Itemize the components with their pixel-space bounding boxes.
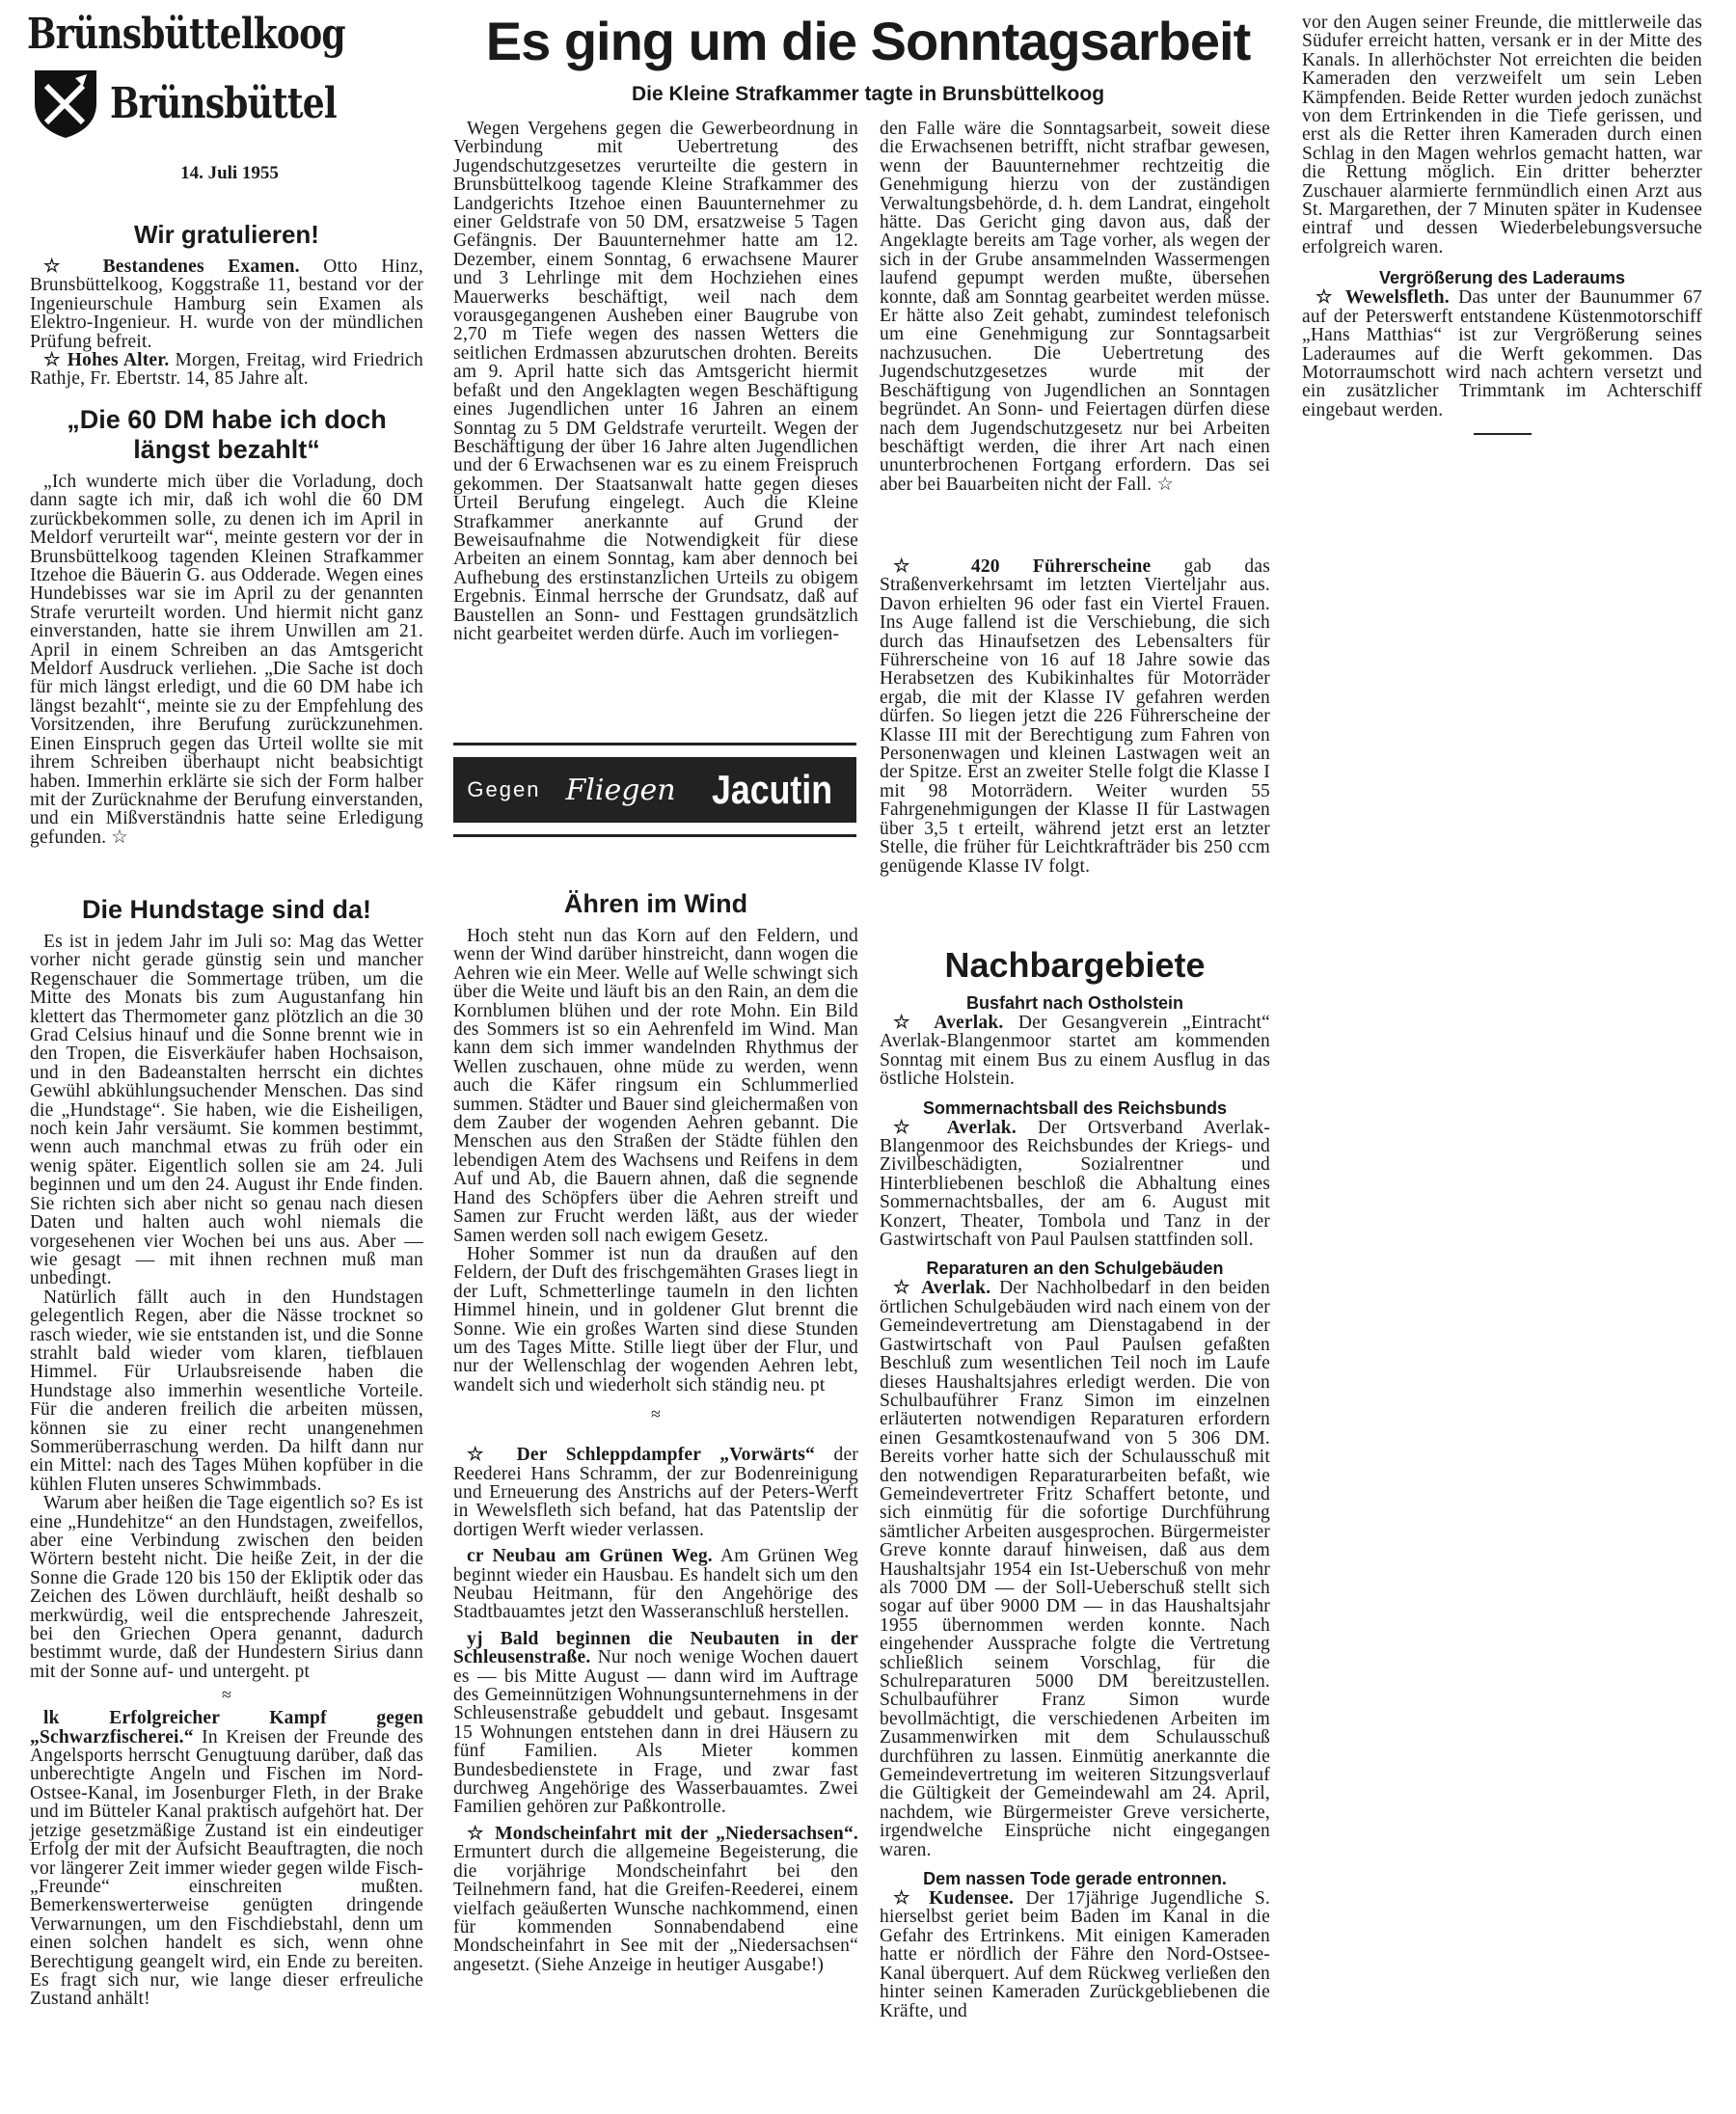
item-heading: Busfahrt nach Ostholstein <box>965 993 1184 1013</box>
section-title: Nachbargebiete <box>944 945 1206 985</box>
text: Ermuntert durch die allgemeine Begeisterung, die die vorjährige Mondscheinfahrt bei den Teilnehmern fand, hat die Greifen-Reederei, einem vielfach geäußerten Wunsche nachkommend, einen für kommenden Sonnabendabend eine Mondscheinfahrt in See mit der „Niedersachsen“ angesetzt. (Siehe Anzeige in heutiger Ausgabe!) <box>453 1842 858 1975</box>
news-item <box>453 1446 858 1539</box>
paragraph <box>880 1889 1270 2020</box>
separator: ≈ <box>222 1685 231 1705</box>
text: Der 17jährige Jugendliche S. hierselbst geriet beim Baden im Kanal in die Gefahr des Ertrinkens. Mit einigen Kameraden hatte er nördlich der Fähre den Nord-Ostsee-Kanal überquert. Auf dem Rückweg verließen den hinter seinen Kameraden Zurückgebliebenen die Kräfte, und <box>880 1888 1270 2021</box>
text: Otto Hinz, Brunsbüttelkoog, Koggstraße 11, bestand vor der Ingenieurschule Hamburg sein Examen als Elektro-Ingenieur. H. wurde von der mündlichen Prüfung befreit. <box>30 257 423 352</box>
paragraph <box>880 1119 1270 1250</box>
headline-title: Es ging um die Sonntagsarbeit <box>485 11 1251 71</box>
lead: ☆ Wewelsfleth. <box>1316 287 1450 309</box>
paragraph <box>880 1014 1270 1089</box>
lead: ☆ Averlak. <box>893 1278 991 1299</box>
lead: yj Bald beginnen die Neubauten in der Schleusenstraße. <box>453 1628 858 1668</box>
paragraph <box>1302 288 1702 420</box>
article-aehren <box>453 889 858 1974</box>
paragraph: Warum aber heißen die Tage eigentlich so? Es ist eine „Hundehitze“ an den Hundstagen, zweifellos, aber eine Verbindung zwischen den beiden Wörtern besteht nicht. Die heiße Zeit, in der die Sonne die Grade 120 bis 150 der Ekliptik oder das Zeichen des Löwen durchläuft, heißt deshalb so merkwürdig, weil die entsprechende Jahreszeit, bei den Griechen Opera genannt, dadurch bestimmt wurde, daß der Hundestern Sirius dann mit der Sonne auf- und untergeht. pt <box>30 1493 423 1682</box>
item-heading: Dem nassen Tode gerade entronnen. <box>923 1869 1227 1889</box>
lead: ☆ Averlak. <box>893 1117 1017 1138</box>
lead: ☆ Bestandenes Examen. <box>43 257 300 277</box>
lead: ☆ Hohes Alter. <box>43 350 170 371</box>
section-nachbargebiete <box>880 945 1270 2020</box>
text: In Kreisen der Freunde des Angelsports herrscht Genugtuung darüber, daß das unberechtigte Angeln und Fischen im Nord-Ostsee-Kanal, im Josenburger Fleth, in der Brake und im Bütteler Kanal praktisch aufgehört hat. Der jetzige gesetzmäßige Zustand ist ein eindeutiger Erfolg der mit der Aufsicht Beauftragten, die noch vor längerer Zeit immer wieder gegen wilde Fisch-„Freunde“ einschreiten mußten. Bemerkenswerterweise genügten dringende Verwarnungen, um den Fischdiebstahl, denn um einen solchen handelt es sich, wenn ohne Berechtigung geangelt wird, ein Ende zu bereiten. Es fragt sich nur, wie lange dieser erfreuliche Zustand anhält! <box>30 1726 423 2010</box>
article-title: „Die 60 DM habe ich doch längst bezahlt“ <box>67 405 387 464</box>
article-fuehrerscheine <box>880 557 1270 876</box>
lead: ☆ Mondscheinfahrt mit der „Niedersachsen“. <box>467 1823 858 1844</box>
paragraph <box>30 351 423 389</box>
article-hundstage <box>30 895 423 2009</box>
headline-block <box>446 10 1290 106</box>
separator: ≈ <box>651 1404 661 1424</box>
news-item <box>453 1547 858 1622</box>
article-title: Wir gratulieren! <box>134 220 319 249</box>
ad-brand: Jacutin <box>711 767 832 812</box>
divider <box>453 743 856 745</box>
paragraph: vor den Augen seiner Freunde, die mittlerweile das Südufer erreicht hatten, versank er in der Mitte des Kanals. In allerhöchster Not erreichten die beiden Kameraden den verzweifelt um sein Leben Kämpfenden. Beide Retter wurden jedoch zunächst von dem Ertrinkenden in die Tiefe gerissen, und erst als die Retter ihren Kameraden durch einen Schlag in den Magen wehrlos gemacht hatten, war die Rettung möglich. Ein dritter beherzter Zuschauer alarmierte fernmündlich einen Arzt aus St. Margarethen, der 7 Minuten später in Kudensee eintraf und dessen Wiederbelebungsversuche erfolgreich waren. <box>1302 13 1702 257</box>
lead: ☆ Der Schleppdampfer „Vorwärts“ <box>467 1445 816 1466</box>
lead: lk Erfolgreicher Kampf gegen „Schwarzfischerei.“ <box>30 1708 423 1748</box>
article-gratulieren <box>30 220 423 389</box>
paragraph: Natürlich fällt auch in den Hundstagen gelegentlich Regen, aber die Nässe trocknet so rasch wieder, wie sie entstanden ist, und die Sonne strahlt bald wieder vom klaren, tiefblauen Himmel. Für Urlaubsreisende haben die Hundstage also immerhin wesentliche Vorteile. Für die anderen freilich die arbeiten müssen, können sie zu einer recht unangenehmen Sommerüberraschung werden. Da hilft dann nur ein Mittel: nach des Tages Mühen kopfüber in die kühlen Fluten unseres Schwimmbads. <box>30 1287 423 1495</box>
divider <box>453 834 856 837</box>
lead: cr Neubau am Grünen Weg. <box>467 1546 713 1567</box>
paragraph: Wegen Vergehens gegen die Gewerbeordnung in Verbindung mit Uebertretung des Jugendschutzgesetzes verurteilte die gestern in Brunsbüttelkoog tagende Kleine Strafkammer des Landgerichts Itzehoe einen Bauunternehmer zu einer Geldstrafe von 50 DM, ersatzweise 5 Tagen Gefängnis. Der Bauunternehmer hatte am 12. Dezember, einem Sonntag, 6 erwachsene Maurer und 3 Lehrlinge mit dem Hochziehen eines Mauerwerks beschäftigt, weil nach dem vorausgegangenen Ausheben einer Baugrube von 2,70 m Tiefe wegen des nassen Wetters die seitlichen Erdmassen abzurutschen drohten. Bereits am 9. April hatte sich das Amtsgericht hiermit befaßt und den Angeklagten wegen Beschäftigung eines Jugendlichen unter 16 Jahren an einem Sonntag zu 5 DM Geldstrafe verurteilt. Wegen der Beschäftigung der über 16 Jahre alten Jugendlichen und der 6 Erwachsenen war es zu einem Freispruch gekommen. Der Staatsanwalt hatte gegen dieses Urteil Berufung eingelegt. Auch die Kleine Strafkammer anerkannte auf Grund der Beweisaufnahme die Notwendigkeit für diese Arbeiten an einem Sonntag, kam aber dennoch bei Aufhebung des erstinstanzlichen Urteils zu obigem Ergebnis. Einmal herrsche der Grundsatz, daß auf Baustellen an Sonn- und Festtagen grundsätzlich nicht gearbeitet werden dürfe. Auch im vorliegen- <box>453 119 858 644</box>
advertisement-jacutin <box>453 743 856 837</box>
text: Der Nachholbedarf in den beiden örtlichen Schulgebäuden wird nach einem von der Gemeindevertretung am Dienstagabend in der Gastwirtschaft von Paul Paulsen gefaßten Beschluß zum wesentlichen Teil noch im Laufe dieses Haushaltsjahres erledigt werden. Die von Schulbauführer Franz Simon im einzelnen erläuterten notwendigen Reparaturen erfordern einen Gesamtkostenaufwand von 5 306 DM. Bereits vorher hatte sich der Schulausschuß mit den notwendigen Reparaturarbeiten befaßt, wie Gemeindevertreter Fritz Schaffert betonte, und sich einmütig für die sofortige Durchführung sämtlicher Arbeiten ausgesprochen. Bürgermeister Greve konnte darauf hinweisen, daß aus dem Haushaltsjahr 1954 ein Ist-Ueberschuß von mehr als 7000 DM — der Soll-Ueberschuß stellt sich sogar auf über 9000 DM — in das Haushaltsjahr 1955 übernommen werden konnte. Nach eingehender Aussprache folgte die Vertretung schließlich seinem Vorschlag, für die Schulreparaturen 5000 DM bereitzustellen. Schulbauführer Franz Simon wurde bevollmächtigt, die verschiedenen Arbeiten im Zusammenwirken mit dem Schulausschuß durchführen zu lassen. Einmütig anerkannte die Gemeindevertretung im weiteren Sitzungsverlauf die Gültigkeit der Gemeindewahl am 24. April, nachdem, wie Bürgermeister Greve versicherte, irgendwelche Einsprüche nicht eingegangen waren. <box>880 1278 1270 1860</box>
article-title: Die Hundstage sind da! <box>81 895 372 924</box>
paragraph <box>30 257 423 351</box>
lead: ☆ Kudensee. <box>893 1888 1015 1910</box>
ad-banner <box>453 757 856 823</box>
headline-subtitle: Die Kleine Strafkammer tagte in Brunsbüttelkoog <box>631 83 1105 105</box>
paragraph <box>880 557 1270 876</box>
masthead-line1: Brünsbüttelkoog <box>27 10 345 59</box>
item-heading: Reparaturen an den Schulgebäuden <box>926 1259 1224 1279</box>
item-heading: Vergrößerung des Laderaums <box>1378 268 1626 288</box>
text: Am Grünen Weg beginnt wieder ein Hausbau. Es handelt sich um den Neubau Heitmann, für den Angehörige des Stadtbauamtes jetzt den Wasseranschluß herstellen. <box>453 1546 858 1623</box>
coat-of-arms-icon <box>27 65 104 142</box>
lead: ☆ Averlak. <box>893 1013 1004 1033</box>
text: Der Ortsverband Averlak-Blangenmoor des Reichsbundes der Kriegs- und Zivilbeschädigten, Sozialrentner und Hinterbliebenen beschloß die Abhaltung eines Sommernachtsballes, der am 6. August mit Konzert, Theater, Tombola und Tanz in der Gastwirtschaft von Paul Paulsen stattfinden soll. <box>880 1117 1270 1251</box>
masthead-line2: Brünsbüttel <box>110 78 337 128</box>
paragraph: Hoch steht nun das Korn auf den Feldern, und wenn der Wind darüber hinstreicht, dann wogen die Aehren wie ein Meer. Welle auf Welle schwingt sich über die Weite und läuft bis an den Rain, an dem die Kornblumen blühen und der rote Mohn. Ein Bild des Sommers ist so ein Aehrenfeld im Wind. Man kann dem sich immer wandelnden Rhythmus der Wellen zuschauen, ohne müde zu werden, wenn auch die Käfer ringsum ein Schlummerlied summen. Städter und Bauer sind gleichermaßen von dem Zauber der wogenden Aehren gebannt. Die Menschen aus den Straßen der Städte fühlen den lebendigen Atem des Wachsens und Reifens in dem Auf und Ab, die Bauern ahnen, daß die segnende Hand des Schöpfers über die Aehren streift und Samen zur Frucht werden läßt, aus der wieder Samen werden soll nach ewigem Gesetz. <box>453 926 858 1246</box>
issue-date: 14. Juli 1955 <box>180 163 279 183</box>
text: der Reederei Hans Schramm, der zur Bodenreinigung und Erneuerung des Anstrichs auf der Peters-Werft in Wewelsfleth sich befand, hat das Patentslip der dortigen Werft wieder verlassen. <box>453 1445 859 1540</box>
article-sonntagsarbeit-part1 <box>453 120 858 643</box>
paragraph <box>880 1279 1270 1859</box>
ad-word1: Gegen <box>467 777 541 801</box>
paragraph <box>30 1709 423 2009</box>
news-item <box>453 1630 858 1817</box>
lead: ☆ 420 Führerscheine <box>893 556 1152 577</box>
paragraph: den Falle wäre die Sonntagsarbeit, soweit diese die Erwachsenen betrifft, nicht strafbar gewesen, wenn der Bauunternehmer rechtzeitig die Genehmigung hierzu von der zuständigen Verwaltungsbehörde, d. h. dem Landrat, eingeholt hätte. Das Gericht ging davon aus, daß der Angeklagte bereits am Tage vorher, als wegen der sich in der Grube ansammelnden Wassermengen laufend gepumpt werden mußte, übersehen konnte, daß am Sonntag gearbeitet werden müsse. Er hätte also Zeit gehabt, zumindest telefonisch um eine Genehmigung zur Sonntagsarbeit nachzusuchen. Die Uebertretung des Jugendschutzgesetzes wurde mit der Beschäftigung von Jugendlichen an Sonntagen begründet. An Sonn- und Feiertagen dürfen diese nach dem Jugendschutzgesetz nur bei Arbeiten beschäftigt werden, die ihrer Art nach einen ununterbrochenen Fortgang erfordern. Das sei aber bei Bauarbeiten nicht der Fall. ☆ <box>880 119 1270 495</box>
item-heading: Sommernachtsball des Reichsbunds <box>922 1098 1228 1118</box>
article-kudensee-continued <box>1302 14 1702 435</box>
article-sonntagsarbeit-part2 <box>880 120 1270 494</box>
text: Morgen, Freitag, wird Friedrich Rathje, Fr. Ebertstr. 14, 85 Jahre alt. <box>30 350 423 390</box>
text: Nur noch wenige Wochen dauert es — bis Mitte August — dann wird im Auftrage des Gemeinnützigen Wohnungsunternehmens in der Schleusenstraße gebuddelt und gebaut. Insgesamt 15 Wohnungen entstehen dann in drei Häusern zu fünf Familien. Als Mieter kommen Bundesbedienstete in Frage, und zwar fast durchweg Angehörige des Wasserbauamtes. Zwei Familien gehören zur Paßkontrolle. <box>453 1647 858 1818</box>
masthead <box>27 10 432 184</box>
text: Der Gesangverein „Eintracht“ Averlak-Blangenmoor startet am kommenden Sonntag mit einem Bus zu einem Ausflug in das östliche Holstein. <box>880 1013 1270 1090</box>
text: gab das Straßenverkehrsamt im letzten Vierteljahr aus. Davon erhielten 96 oder fast ein Viertel Frauen. Ins Auge fallend ist die Verschiebung, die sich durch das Hinaufsetzen des Lebensalters für Führerscheine von 16 auf 18 Jahre sowie das Herabsetzen des Kubikinhaltes für Motorräder ergab, die mit der Klasse IV gefahren werden dürfen. So liegen jetzt die 226 Führerscheine der Klasse III mit der Berechtigung zum Fahren von Personenwagen und kleinen Lastwagen weit an der Spitze. Erst an zweiter Stelle folgt die Klasse I mit 98 Motorrädern. Weiter wurden 55 Fahrgenehmigungen der Klasse II für Lastwagen über 3,5 t erteilt, während jetzt erst an letzter Stelle, die früher für Leichtkrafträder bis 250 ccm genügende Klasse IV folgt. <box>880 556 1270 877</box>
article-60-dm <box>30 405 423 847</box>
divider <box>1474 433 1532 435</box>
article-title: Ähren im Wind <box>563 889 748 918</box>
news-item <box>453 1825 858 1974</box>
paragraph: Hoher Sommer ist nun da draußen auf den Feldern, der Duft des frischgemähten Grases liegt in der Luft, Schmetterlinge taumeln in den lichten Himmel hinein, und in goldener Glut brennt die Sonne. Wie ein großes Warten sind diese Stunden um des Tages Mitte. Stille liegt über der Flur, und nur der Wellenschlag der wogenden Aehren lebt, wandelt sich und wiederholt sich ständig neu. pt <box>453 1243 858 1396</box>
text: Das unter der Baunummer 67 auf der Peterswerft entstandene Küstenmotorschiff „Hans Matthias“ ist zur Vergrößerung seines Laderaumes auf die Werft gekommen. Das Motorraumschott wird nach achtern versetzt und ein zusätzlicher Trimmtank im Achterschiff eingebaut werden. <box>1302 287 1702 420</box>
ad-word2: Fliegen <box>565 772 676 807</box>
paragraph: Es ist in jedem Jahr im Juli so: Mag das Wetter vorher nicht gerade günstig sein und mancher Regenschauer die Sommertage trüben, um die Mitte des Monats bis zum Augustanfang hin klettert das Thermometer ganz plötzlich an die 30 Grad Celsius hinauf und die Sonne brennt wie in den Tropen, die Eisverkäufer haben Hochsaison, und in den Badeanstalten herrscht ein dichtes Gewühl abkühlungsuchender Menschen. Das sind die „Hundstage“. Sie haben, wie die Eisheiligen, noch kein Jahr versäumt. Sie kommen bestimmt, wenn auch manchmal etwas zu früh oder ein wenig später. Eigentlich sollen sie am 24. Juli beginnen und um den 24. August ihr Ende finden. Sie richten sich aber nicht so genau nach diesen Daten und halten auch wohl niemals die vorgesehenen vier Wochen bei uns aus. Aber — wie gesagt — mit ihnen rechnen muß man unbedingt. <box>30 932 423 1289</box>
paragraph: „Ich wunderte mich über die Vorladung, doch dann sagte ich mir, daß ich wohl die 60 DM zurückbekommen solle, zu denen ich im April in Meldorf verurteilt war“, meinte gestern vor der in Brunsbüttelkoog tagenden Kleinen Strafkammer Itzehoe die Bäuerin G. aus Odderade. Wegen eines Hundebisses war sie im April zu der genannten Strafe verurteilt worden. Und hiermit nicht ganz einverstanden, hatte sie ihrem Unwillen am 21. April in einem Schreiben an das Amtsgericht Meldorf Ausdruck verliehen. „Die Sache ist doch für mich längst erledigt, und die 60 DM habe ich längst bezahlt“, meinte sie zu der Empfehlung des Vorsitzenden, ihre Berufung zurückzunehmen. Einen Einspruch gegen das Urteil wollte sie mit ihrem Schreiben überhaupt nicht beabsichtigt haben. Immerhin erklärte sie sich der Form halber mit der Zurücknahme der Berufung einverstanden, und ein Mißverständnis hatte seine Erledigung gefunden. ☆ <box>30 472 423 848</box>
